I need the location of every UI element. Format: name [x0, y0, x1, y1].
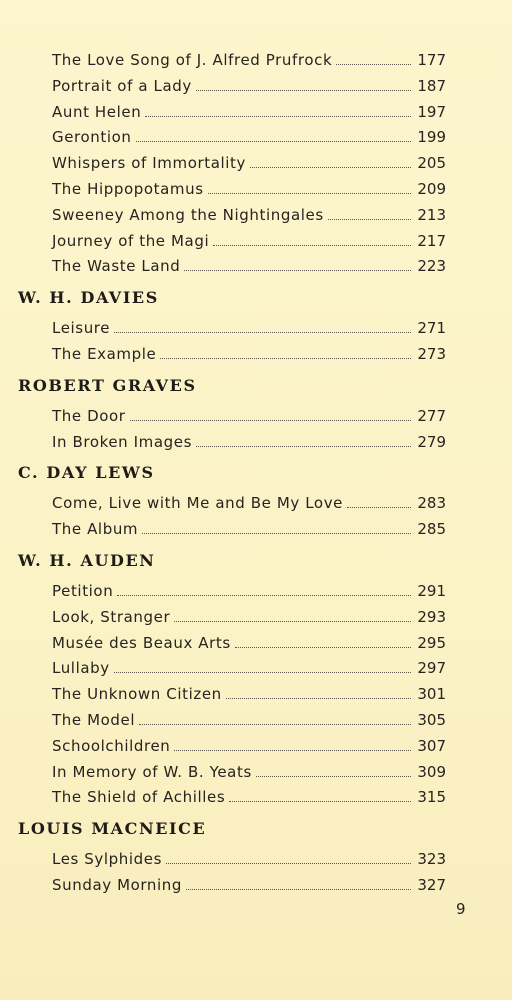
entry-title: Sunday Morning: [52, 875, 183, 894]
entry-page-number: 209: [417, 179, 446, 198]
entry-title: Lullaby: [52, 659, 110, 678]
entry-title: Musée des Beaux Arts: [52, 633, 231, 652]
entry-title: Petition: [52, 581, 114, 600]
dot-leader: [142, 525, 411, 534]
dot-leader: [139, 716, 411, 725]
dot-leader: [166, 855, 411, 864]
dot-leader: [328, 211, 411, 220]
entry-title: The Album: [52, 520, 139, 539]
toc-entry: [52, 708, 446, 734]
entry-page-number: 223: [417, 257, 446, 276]
dot-leader: [160, 350, 411, 359]
entry-page-number: 271: [417, 319, 446, 338]
entry-page-number: 295: [417, 633, 446, 652]
dot-leader: [226, 690, 411, 699]
author-heading: W. H. AUDEN: [18, 550, 156, 570]
toc-entry: [52, 342, 446, 368]
entry-title: The Shield of Achilles: [52, 788, 226, 807]
dot-leader: [136, 133, 411, 142]
dot-leader: [256, 768, 411, 777]
toc-entry: [52, 404, 446, 430]
toc-entry: [52, 125, 446, 151]
entry-title: Les Sylphides: [52, 850, 163, 869]
entry-page-number: 297: [417, 659, 446, 678]
dot-leader: [196, 438, 411, 447]
toc-entry: [52, 48, 446, 74]
entry-page-number: 279: [417, 432, 446, 451]
toc-entry: [52, 579, 446, 605]
entry-page-number: 177: [417, 51, 446, 69]
entry-page-number: 187: [417, 76, 446, 95]
toc-entry: [52, 430, 446, 456]
entry-page-number: 273: [417, 344, 446, 363]
entry-page-number: 293: [417, 607, 446, 626]
entry-page-number: 301: [417, 685, 446, 704]
entry-page-number: 291: [417, 581, 446, 600]
dot-leader: [130, 412, 411, 421]
dot-leader: [114, 324, 411, 333]
entry-page-number: 217: [417, 231, 446, 250]
dot-leader: [235, 639, 411, 648]
entry-page-number: 285: [417, 520, 446, 539]
dot-leader: [347, 499, 411, 508]
entry-title: Sweeney Among the Nightingales: [52, 205, 324, 224]
toc-entry: [52, 229, 446, 255]
toc-entry: [52, 151, 446, 177]
author-heading: LOUIS MACNEICE: [18, 819, 207, 839]
dot-leader: [184, 262, 411, 271]
entry-title: Whispers of Immortality: [52, 154, 247, 173]
dot-leader: [250, 159, 411, 168]
entry-page-number: 197: [417, 102, 446, 121]
entry-title: Schoolchildren: [52, 736, 171, 755]
entry-title: The Waste Land: [52, 257, 181, 276]
dot-leader: [186, 881, 411, 890]
entry-title: Come, Live with Me and Be My Love: [52, 494, 343, 513]
entry-page-number: 315: [417, 788, 446, 807]
entry-page-number: 213: [417, 205, 446, 224]
dot-leader: [174, 742, 411, 751]
entry-page-number: 309: [417, 762, 446, 781]
entry-title: In Memory of W. B. Yeats: [52, 762, 252, 781]
entry-page-number: 199: [417, 128, 446, 147]
dot-leader: [114, 664, 411, 673]
dot-leader: [196, 82, 411, 91]
entry-title: The Love Song of J. Alfred Prufrock: [52, 51, 333, 69]
entry-title: In Broken Images: [52, 432, 193, 451]
entry-page-number: 323: [417, 850, 446, 869]
entry-title: Aunt Helen: [52, 102, 142, 121]
dot-leader: [117, 587, 411, 596]
author-heading: ROBERT GRAVES: [18, 375, 197, 395]
toc-entry: [52, 760, 446, 786]
entry-title: The Door: [52, 406, 126, 425]
toc-entry: [52, 631, 446, 657]
entry-page-number: 283: [417, 494, 446, 513]
toc-entry: [52, 605, 446, 631]
toc-entry: [52, 656, 446, 682]
entry-title: Look, Stranger: [52, 607, 171, 626]
author-heading: W. H. DAVIES: [18, 288, 159, 308]
author-heading: C. DAY LEWS: [18, 463, 155, 483]
toc-entry: [52, 517, 446, 543]
dot-leader: [229, 793, 411, 802]
entry-page-number: 277: [417, 406, 446, 425]
table-of-contents: [0, 48, 512, 899]
entry-page-number: 307: [417, 736, 446, 755]
entry-title: The Model: [52, 710, 136, 729]
toc-entry: [52, 847, 446, 873]
page-number: 9: [456, 900, 466, 918]
dot-leader: [174, 613, 411, 622]
toc-entry: [52, 316, 446, 342]
dot-leader: [336, 56, 411, 65]
entry-title: Leisure: [52, 319, 111, 338]
dot-leader: [208, 185, 411, 194]
entry-title: The Hippopotamus: [52, 179, 204, 198]
entry-title: Journey of the Magi: [52, 231, 210, 250]
entry-title: The Unknown Citizen: [52, 685, 222, 704]
toc-entry: [52, 74, 446, 100]
dot-leader: [213, 237, 411, 246]
toc-entry: [52, 177, 446, 203]
entry-title: Gerontion: [52, 128, 132, 147]
entry-page-number: 205: [417, 154, 446, 173]
toc-entry: [52, 254, 446, 280]
entry-title: Portrait of a Lady: [52, 76, 192, 95]
toc-entry: [52, 873, 446, 899]
toc-entry: [52, 682, 446, 708]
dot-leader: [145, 108, 411, 117]
entry-title: The Example: [52, 344, 157, 363]
entry-page-number: 305: [417, 710, 446, 729]
entry-page-number: 327: [417, 875, 446, 894]
toc-entry: [52, 100, 446, 126]
toc-entry: [52, 785, 446, 811]
toc-entry: [52, 491, 446, 517]
toc-entry: [52, 203, 446, 229]
toc-entry: [52, 734, 446, 760]
